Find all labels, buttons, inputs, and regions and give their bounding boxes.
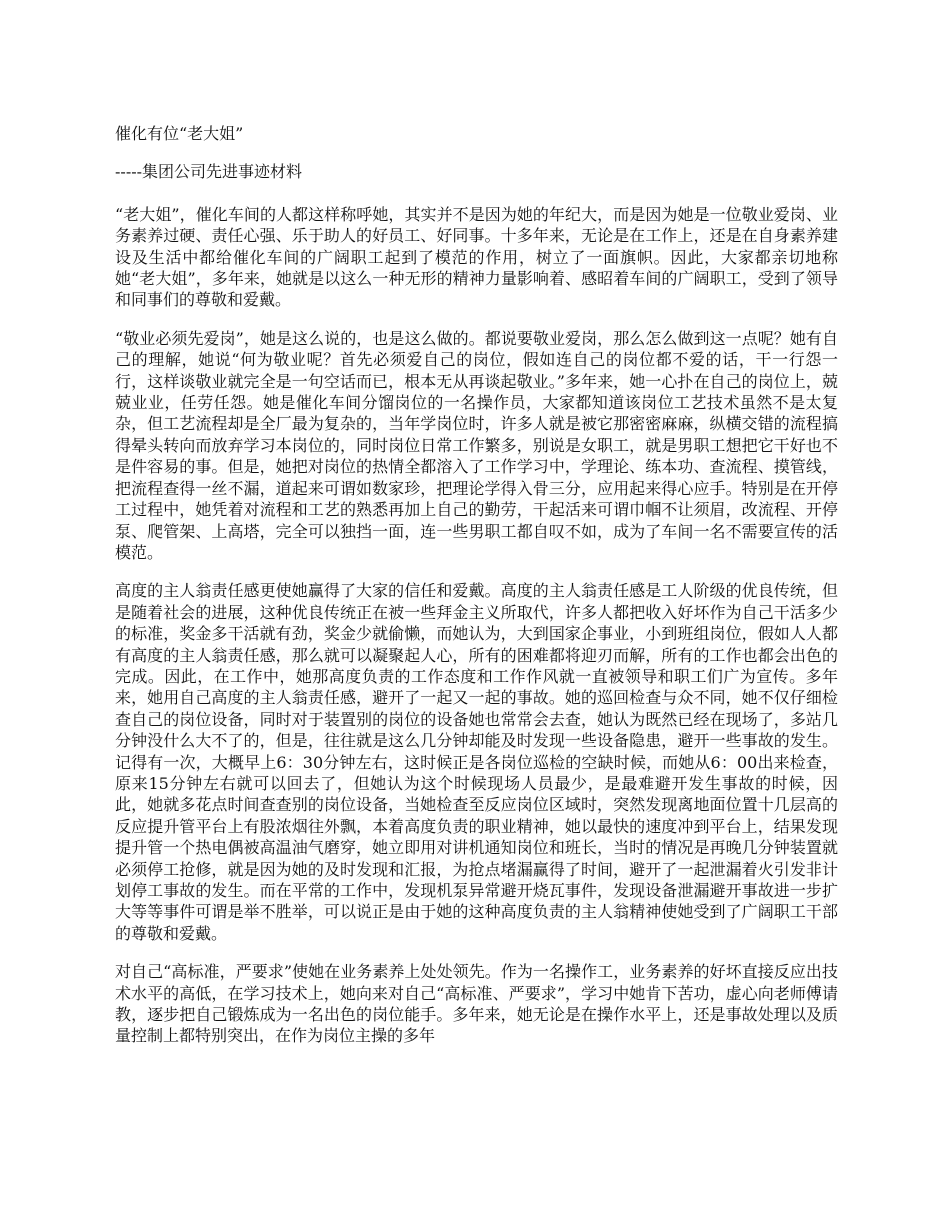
- paragraph-3: 高度的主人翁责任感更使她赢得了大家的信任和爱戴。高度的主人翁责任感是工人阶级的优良传统，但是随着社会的进展，这种优良传统正在被一些拜金主义所取代，许多人都把收入好坏作为自己干活多少的标准，奖金多干活就有劲，奖金少就偷懒，而她认为，大到国家企事业，小到班组岗位，假如人人都有高度的主人翁责任感，那么就可以凝聚起人心，所有的困难都将迎刃而解，所有的工作也都会出色的完成。因此，在工作中，她那高度负责的工作态度和工作作风就一直被领导和职工们广为宣传。多年来，她用自己高度的主人翁责任感，避开了一起又一起的事故。她的巡回检查与众不同，她不仅仔细检查自己的岗位设备，同时对于装置别的岗位的设备她也常常会去查，她认为既然已经在现场了，多站几分钟没什么大不了的，但是，往往就是这么几分钟却能及时发现一些设备隐患，避开一些事故的发生。记得有一次，大概早上6：30分钟左右，这时候正是各岗位巡检的空缺时候，而她从6：00出来检查，原来15分钟左右就可以回去了，但她认为这个时候现场人员最少，是最难避开发生事故的时候，因此，她就多花点时间查查别的岗位设备，当她检查至反应岗位区域时，突然发现离地面位置十几层高的反应提升管平台上有股浓烟往外飘，本着高度负责的职业精神，她以最快的速度冲到平台上，结果发现提升管一个热电偶被高温油气磨穿，她立即用对讲机通知岗位和班长，当时的情况是再晚几分钟装置就必须停工抢修，就是因为她的及时发现和汇报，为抢点堵漏赢得了时间，避开了一起泄漏着火引发非计划停工事故的发生。而在平常的工作中，发现机泵异常避开烧瓦事件，发现设备泄漏避开事故进一步扩大等等事件可谓是举不胜举，可以说正是由于她的这种高度负责的主人翁精神使她受到了广阔职工干部的尊敬和爱戴。: [115, 581, 838, 943]
- paragraph-1: “老大姐”，催化车间的人都这样称呼她，其实并不是因为她的年纪大，而是因为她是一位敬业爱岗、业务素养过硬、责任心强、乐于助人的好员工、好同事。十多年来，无论是在工作上，还是在自身素养建设及生活中都给催化车间的广阔职工起到了模范的作用，树立了一面旗帜。因此，大家都亲切地称她“老大姐”，多年来，她就是以这么一种无形的精神力量影响着、感昭着车间的广阔职工，受到了领导和同事们的尊敬和爱戴。: [115, 204, 838, 310]
- document-title: 催化有位“老大姐”: [115, 124, 244, 143]
- document-page: [115, 123, 838, 1064]
- paragraph-2: “敬业必须先爱岗”，她是这么说的，也是这么做的。都说要敬业爱岗，那么怎么做到这一点呢？她有自己的理解，她说“何为敬业呢？首先必须爱自己的岗位，假如连自己的岗位都不爱的话，干一行怨一行，这样谈敬业就完全是一句空话而已，根本无从再谈起敬业。”多年来，她一心扑在自己的岗位上，兢兢业业，任劳任怨。她是催化车间分馏岗位的一名操作员，大家都知道该岗位工艺技术虽然不是太复杂，但工艺流程却是全厂最为复杂的，当年学岗位时，许多人就是被它那密密麻麻，纵横交错的流程搞得晕头转向而放弃学习本岗位的，同时岗位日常工作繁多，别说是女职工，就是男职工想把它干好也不是件容易的事。但是，她把对岗位的热情全都溶入了工作学习中，学理论、练本功、查流程、摸管线，把流程查得一丝不漏，道起来可谓如数家珍，把理论学得入骨三分，应用起来得心应手。特别是在开停工过程中，她凭着对流程和工艺的熟悉再加上自己的勤劳，干起活来可谓巾帼不让须眉，改流程、开停泵、爬管架、上高塔，完全可以独挡一面，连一些男职工都自叹不如，成为了车间一名不需要宣传的活模范。: [115, 328, 838, 562]
- paragraph-4: 对自己“高标准，严要求”使她在业务素养上处处领先。作为一名操作工，业务素养的好坏直接反应出技术水平的高低，在学习技术上，她向来对自己“高标准、严要求”，学习中她肯下苦功，虚心向老师傅请教，逐步把自己锻炼成为一名出色的岗位能手。多年来，她无论是在操作水平上，还是事故处理以及质量控制上都特别突出，在作为岗位主操的多年: [115, 962, 838, 1046]
- document-subtitle: -----集团公司先进事迹材料: [115, 162, 303, 182]
